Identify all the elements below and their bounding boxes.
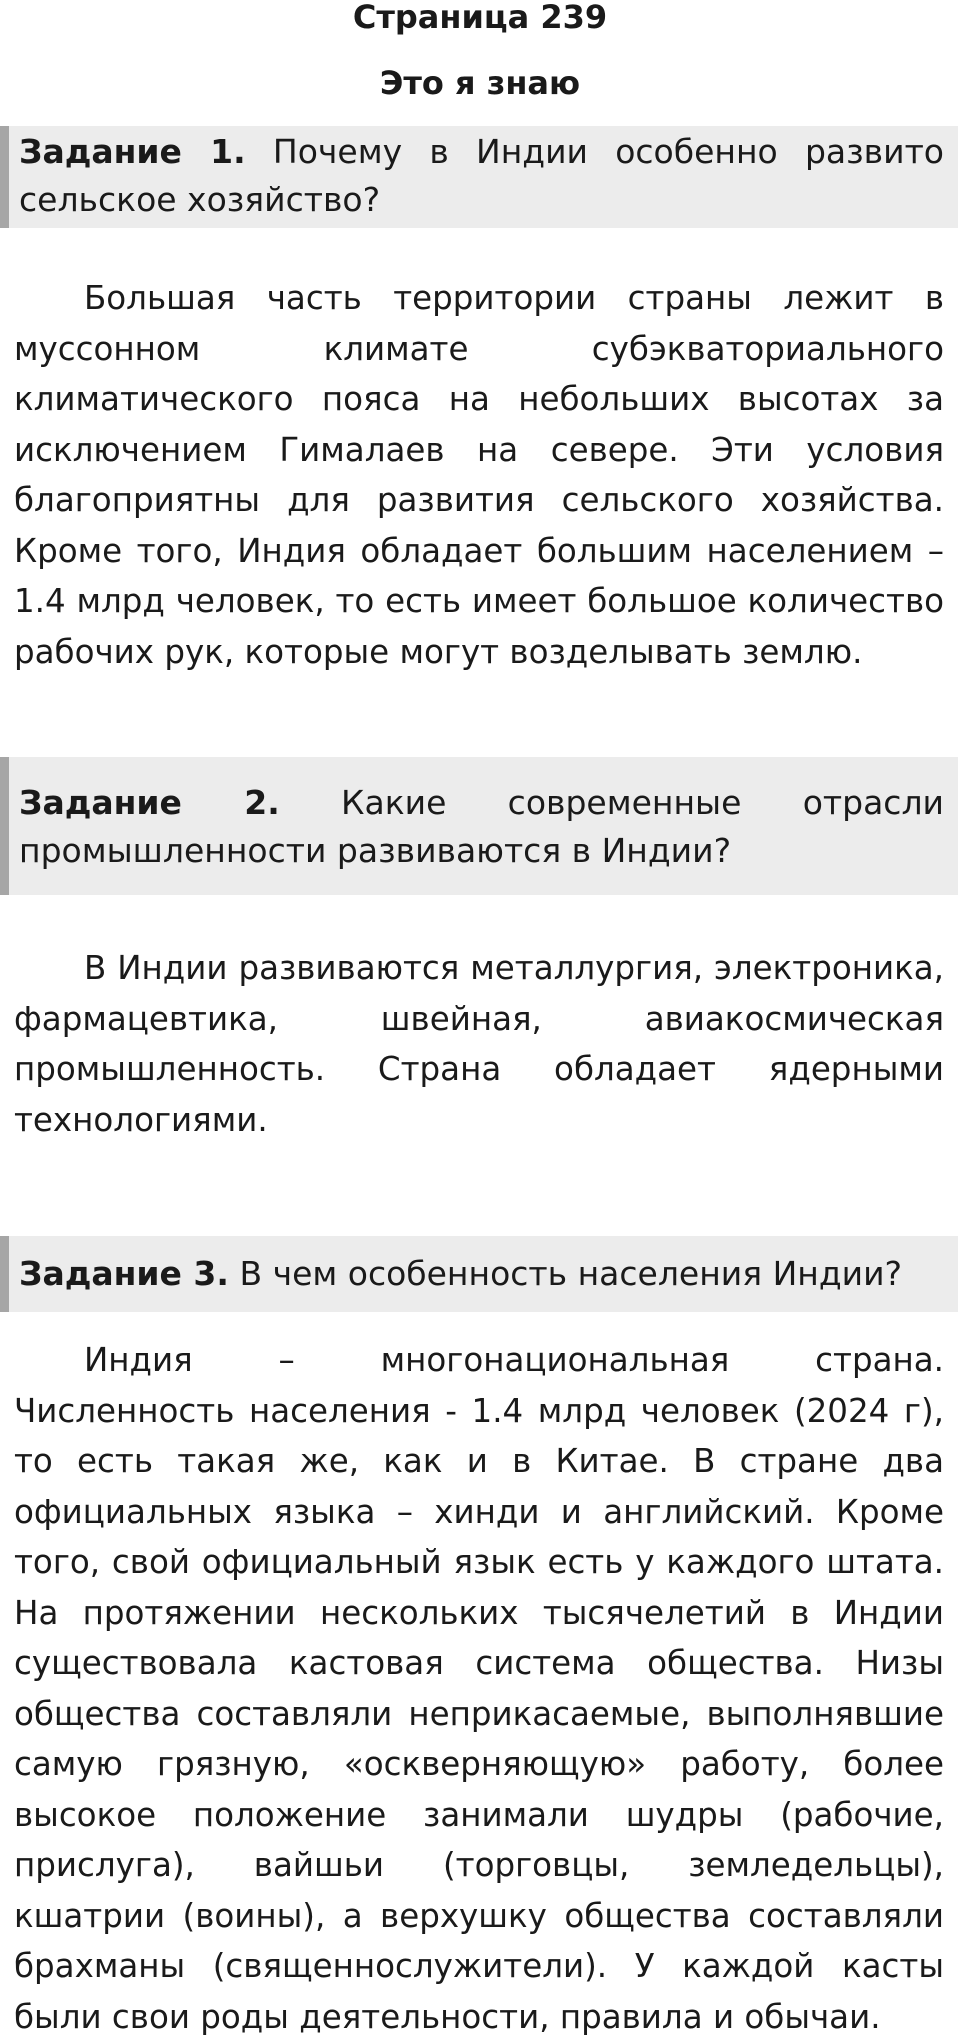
task-3-label: Задание 3. xyxy=(19,1254,229,1293)
task-1-question-box xyxy=(0,126,958,228)
task-3-question: В чем особенность населения Индии? xyxy=(239,1254,903,1293)
page-subtitle: Это я знаю xyxy=(379,64,581,102)
page-title: Страница 239 xyxy=(352,0,608,36)
task-1-question: Почему в Индии особенно развито сельское хозяйство? xyxy=(19,132,944,219)
task-2-question-box xyxy=(0,757,958,895)
task-2-question: Какие современные отрасли промышленности развиваются в Индии? xyxy=(19,783,944,870)
task-1-answer: Большая часть территории страны лежит в муссонном климате субэкваториального климатического пояса на небольших высотах за исключением Гималаев на севере. Эти условия благоприятны для развития сельского хозяйства. Кроме того, Индия обладает большим населением – 1.4 млрд человек, то есть имеет большое количество рабочих рук, которые могут возделывать землю. xyxy=(14,279,944,671)
task-2-answer: В Индии развиваются металлургия, электроника, фармацевтика, швейная, авиакосмическая промышленность. Страна обладает ядерными технологиями. xyxy=(14,949,944,1139)
task-1-label: Задание 1. xyxy=(19,132,246,171)
task-3-question-box xyxy=(0,1236,958,1312)
task-3-answer: Индия – многонациональная страна. Численность населения - 1.4 млрд человек (2024 г), то есть такая же, как и в Китае. В стране два официальных языка – хинди и английский. Кроме того, свой официальный язык есть у каждого штата. На протяжении нескольких тысячелетий в Индии существовала кастовая система общества. Низы общества составляли неприкасаемые, выполнявшие самую грязную, «оскверняющую» работу, более высокое положение занимали шудры (рабочие, прислуга), вайшьи (торговцы, земледельцы), кшатрии (воины), а верхушку общества составляли брахманы (священнослужители). У каждой касты были свои роды деятельности, правила и обычаи. xyxy=(14,1341,944,2036)
task-2-label: Задание 2. xyxy=(19,783,280,822)
